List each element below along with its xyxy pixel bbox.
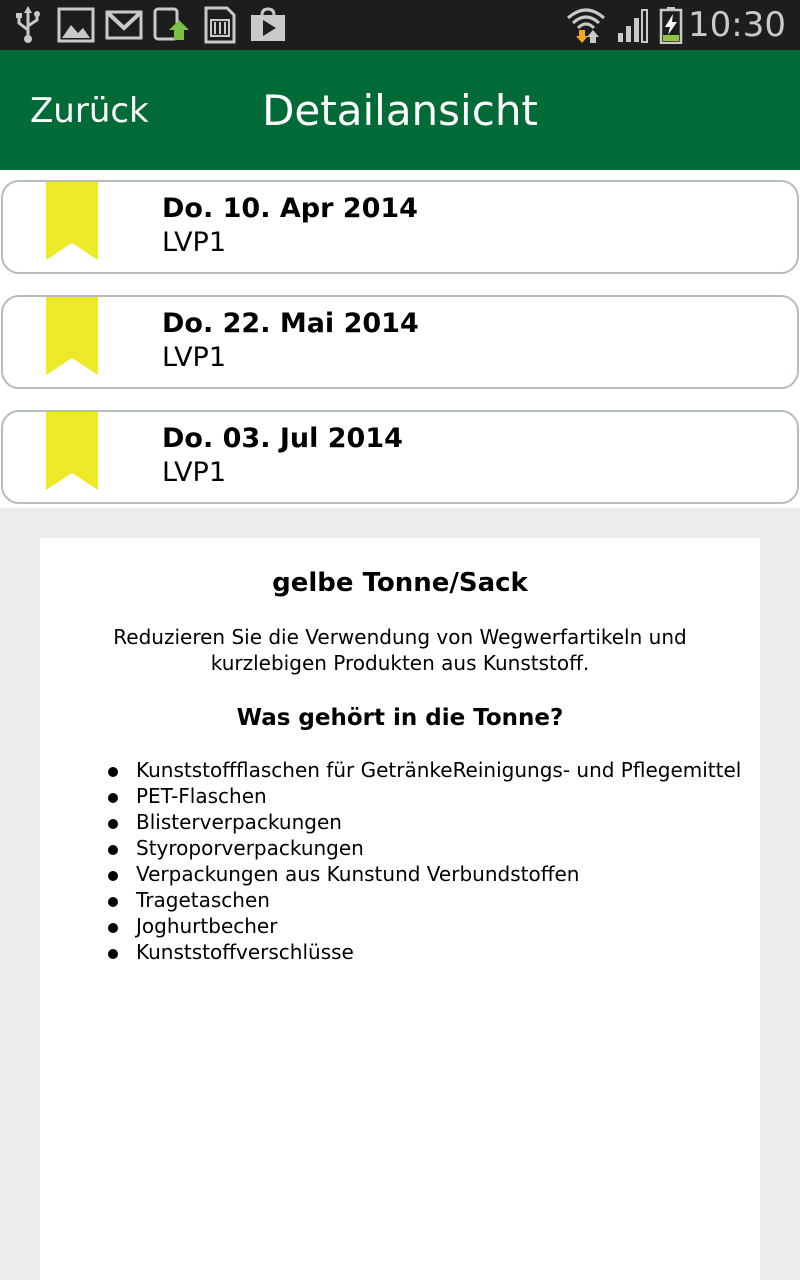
bullet-icon <box>108 897 118 907</box>
bullet-icon <box>108 845 118 855</box>
list-item-label: Blisterverpackungen <box>136 810 342 834</box>
list-item <box>104 835 741 861</box>
status-time: 10:30 <box>688 5 786 45</box>
yellow-bookmark-icon <box>46 180 98 260</box>
gallery-icon <box>56 6 96 44</box>
list-item-label: Joghurtbecher <box>136 914 278 938</box>
info-subtitle: Was gehört in die Tonne? <box>236 705 564 731</box>
bullet-icon <box>108 949 118 959</box>
signal-icon <box>614 6 654 44</box>
date-card[interactable] <box>1 295 799 389</box>
wifi-icon <box>566 6 606 44</box>
bin-type-label: LVP1 <box>162 342 227 373</box>
status-bar <box>0 0 800 50</box>
list-item-label: Verpackungen aus Kunstund Verbundstoffen <box>136 862 580 886</box>
list-item-label: Kunststoffverschlüsse <box>136 940 354 964</box>
accepted-items-list <box>104 757 741 965</box>
bullet-icon <box>108 793 118 803</box>
bin-type-label: LVP1 <box>162 457 227 488</box>
list-item-label: PET-Flaschen <box>136 784 267 808</box>
list-item <box>104 809 741 835</box>
battery-charging-icon <box>658 6 684 44</box>
list-item-label: Styroporverpackungen <box>136 836 364 860</box>
date-card[interactable] <box>1 410 799 504</box>
back-button[interactable]: Zurück <box>30 91 149 131</box>
list-item-label: Kunststoffflaschen für GetränkeReinigungs- und Pflegemittel <box>136 758 742 782</box>
usb-icon <box>12 6 44 44</box>
info-title: gelbe Tonne/Sack <box>272 568 528 598</box>
bullet-icon <box>108 871 118 881</box>
bin-type-label: LVP1 <box>162 227 227 258</box>
collection-dates-list <box>0 170 800 508</box>
play-store-icon <box>248 6 288 44</box>
bullet-icon <box>108 767 118 777</box>
list-item <box>104 757 741 783</box>
date-label: Do. 22. Mai 2014 <box>162 308 419 339</box>
download-sync-icon <box>152 6 192 44</box>
action-bar <box>0 50 800 170</box>
bullet-icon <box>108 819 118 829</box>
bullet-icon <box>108 923 118 933</box>
yellow-bookmark-icon <box>46 295 98 375</box>
list-item <box>104 861 741 887</box>
gmail-icon <box>104 6 144 44</box>
list-item <box>104 939 741 965</box>
bin-info-panel <box>40 538 760 1280</box>
date-label: Do. 10. Apr 2014 <box>162 193 418 224</box>
sd-card-icon <box>202 6 238 44</box>
list-item <box>104 887 741 913</box>
date-card[interactable] <box>1 180 799 274</box>
yellow-bookmark-icon <box>46 410 98 490</box>
page-title: Detailansicht <box>262 86 538 135</box>
date-label: Do. 03. Jul 2014 <box>162 423 403 454</box>
list-item <box>104 783 741 809</box>
list-item-label: Tragetaschen <box>136 888 270 912</box>
list-item <box>104 913 741 939</box>
info-description: Reduzieren Sie die Verwendung von Wegwerfartikeln und kurzlebigen Produkten aus Kunststoff. <box>113 625 687 675</box>
